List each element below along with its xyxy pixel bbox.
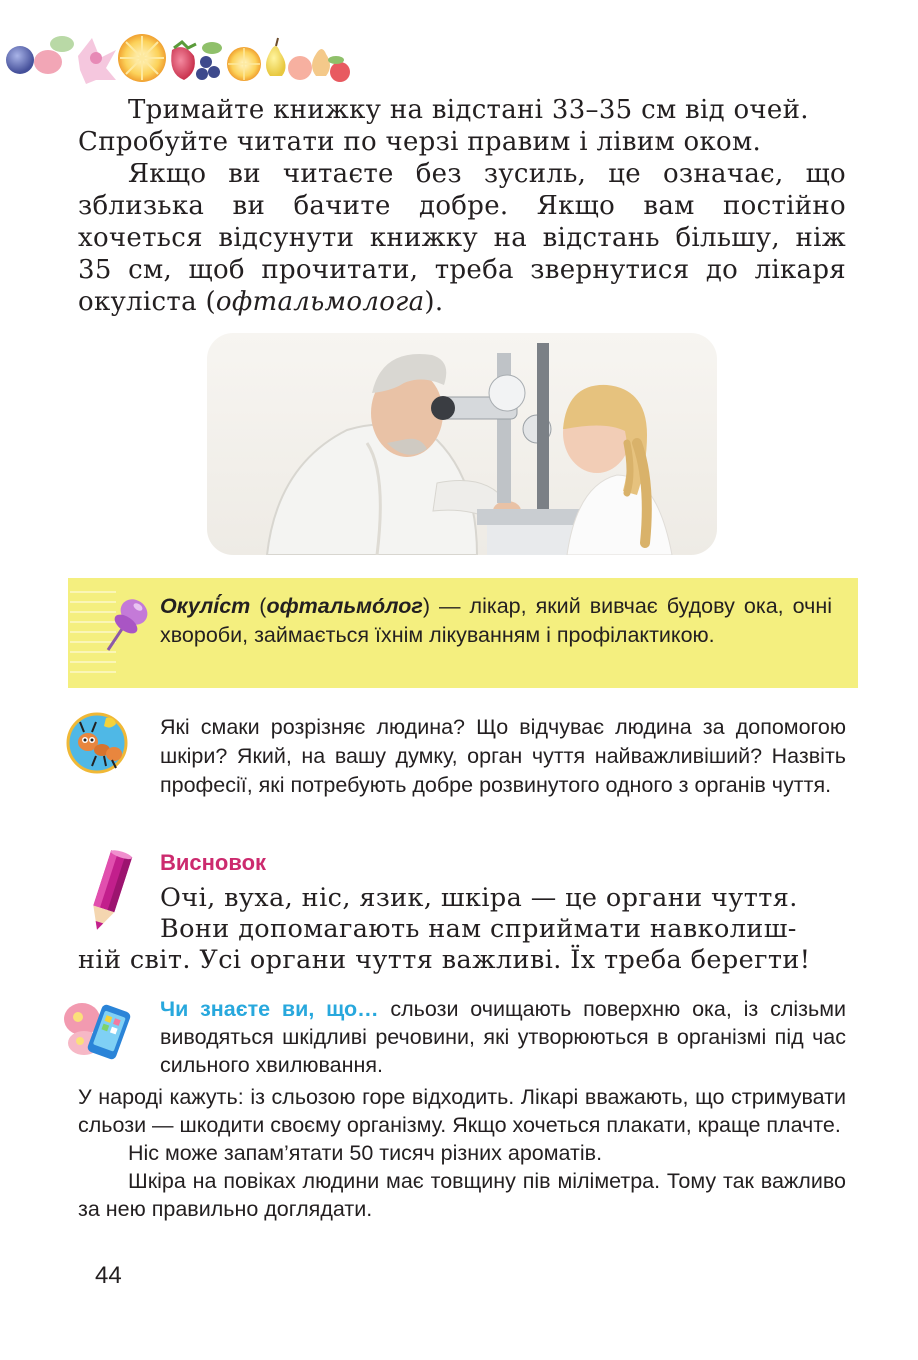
facts-lead: Чи знаєте ви, що… [160, 997, 379, 1021]
facts-part-2: У народі кажуть: із сльозою горе відходить. Лікарі вважають, що стримувати сльози — шкодити своєму організму. Якщо хочеться плакати, краще плачте. [78, 1085, 846, 1137]
definition-paren: ( [250, 594, 267, 618]
facts-part-4: Шкіра на повіках людини має товщину пів міліметра. Тому так важливо за нею правильно доглядати. [78, 1169, 846, 1221]
conclusion-line-2: Вони допомагають нам сприймати навколиш- [160, 914, 797, 944]
pencil-icon [84, 850, 136, 936]
conclusion-line-1: Очі, вуха, ніс, язик, шкіра — це органи чуття. [160, 883, 798, 913]
ant-thinking-icon [66, 712, 128, 774]
facts-part-1: сльози очищають поверхню ока, із слізьми виводяться шкідливі речовини, які утворюються в організмі під час сильного хвилювання. [160, 997, 846, 1077]
intro-line-1: Тримайте книжку на відстані 33–35 см від очей. [128, 95, 809, 125]
intro-line-2: Спробуйте читати по черзі правим і лівим оком. [78, 127, 762, 157]
eye-exam-illustration [207, 333, 717, 555]
push-pin-icon [102, 592, 154, 654]
definition-text [160, 592, 832, 650]
questions-text: Які смаки розрізняє людина? Що відчуває людина за допомогою шкіри? Який, на вашу думку, орган чуття найважливіший? Назвіть професії, які потребують добре розвинутого одного з органів чуття. [160, 715, 846, 797]
conclusion-title: Висновок [160, 850, 267, 875]
page-number: 44 [95, 1262, 122, 1289]
intro-paragraph-2 [78, 158, 846, 318]
butterfly-phone-icon [60, 995, 140, 1067]
conclusion-line-3: ній світ. Усі органи чуття важливі. Їх треба берегти! [78, 945, 811, 975]
definition-term-ophthalmologist: офтальмо́лог [266, 594, 423, 618]
definition-term-oculist: Окулі́ст [160, 594, 251, 618]
facts-intro [160, 995, 846, 1079]
ophthalmologist-term: офтальмолога [215, 287, 425, 317]
intro-paragraph-2-end: ). [424, 287, 444, 317]
facts-part-3: Ніс може запам’ятати 50 тисяч різних ароматів. [128, 1141, 603, 1165]
definition-rest: ) — лікар, який вивчає будову ока, очні хвороби, займається їхнім лікуванням і профілактикою. [160, 594, 832, 647]
facts-continued [78, 1083, 846, 1223]
fruit-border-decoration [0, 22, 360, 84]
intro-text [78, 94, 846, 318]
intro-paragraph-2-text: Якщо ви читаєте без зусиль, це означає, що зблизька ви бачите добре. Якщо вам постійно хочеться відсунути книжку на відстань більшу, ніж 35 см, щоб прочитати, треба звернутися до лікаря окуліста ( [78, 159, 846, 317]
eye-exam-photo [207, 333, 717, 555]
